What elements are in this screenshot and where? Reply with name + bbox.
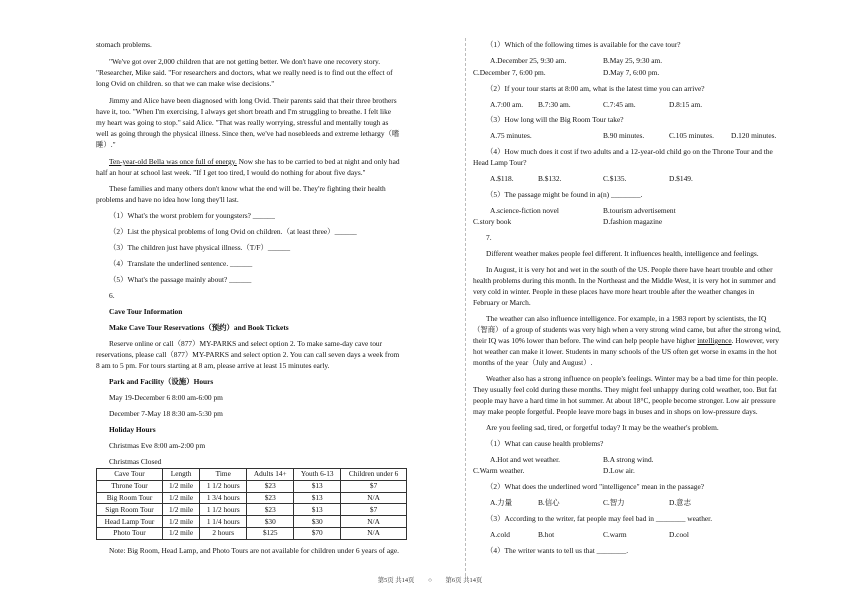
text-line: The weather can also influence intelligence. For example, in a 1983 report by scientists, the IQ — [486, 314, 767, 323]
text-span: their IQ was 10% lower than before. The wind can help people have higher — [473, 336, 698, 345]
option: A.Hot and wet weather. — [490, 455, 560, 464]
text-line: December 7-May 18 8:30 am-5:30 pm — [109, 409, 223, 418]
table-cell: $125 — [247, 527, 294, 539]
question: （2）What does the underlined word "intelligence" mean in the passage? — [486, 482, 705, 491]
table-cell: 1 1/4 hours — [200, 516, 247, 528]
table-cell: 1/2 mile — [162, 480, 199, 492]
table-note: Note: Big Room, Head Lamp, and Photo Tours are not available for children under 6 years of age. — [109, 546, 399, 555]
section-title: Park and Facility（设施）Hours — [109, 377, 214, 386]
text-line: （智商）of a group of students was very high when a very strong wind came, but after the strong wind, — [473, 325, 781, 334]
option: A.75 minutes. — [490, 131, 532, 140]
text-line: health problems during this month. In the Northeast and the Middle West, it is very hot in summer and — [473, 276, 776, 285]
table-row — [97, 480, 407, 492]
table-row — [97, 516, 407, 528]
option: A.$118. — [490, 174, 514, 183]
text-line: stomach problems. — [96, 40, 152, 49]
table-cell: $30 — [294, 516, 341, 528]
option: A.December 25, 9:30 am. — [490, 56, 567, 65]
table-cell: 2 hours — [200, 527, 247, 539]
table-row — [97, 527, 407, 539]
option: B.$132. — [538, 174, 562, 183]
table-cell: 1/2 mile — [162, 527, 199, 539]
option: B.7:30 am. — [538, 100, 571, 109]
text-span: Now she has to be carried to bed at night and only had — [236, 157, 400, 166]
text-line: hot weather can make it lower. Students in many schools of the US often get worse in exams in the hot — [473, 347, 777, 356]
question: （1）What can cause health problems? — [486, 439, 604, 448]
table-cell: Throne Tour — [97, 480, 163, 492]
question-number: 7. — [486, 233, 492, 242]
text-line: Are you feeling sad, tired, or forgetful today? It may be the weather's problem. — [486, 423, 719, 432]
table-header: Children under 6 — [341, 469, 407, 481]
question: Head Lamp Tour? — [473, 158, 527, 167]
underlined-sentence: Ten-year-old Bella was once full of energy. — [109, 157, 237, 166]
text-line: long Ovid on children. so that we can make wise decisions." — [96, 79, 275, 88]
table-cell: $70 — [294, 527, 341, 539]
option: B.May 25, 9:30 am. — [603, 56, 663, 65]
text-line: very cold in winter. People in these places have more heart trouble after the weather changes in — [473, 287, 755, 296]
section-title: Cave Tour Information — [109, 307, 183, 316]
text-line: Jimmy and Alice have been diagnosed with long Ovid. Their parents said that their three brothers — [109, 96, 397, 105]
page-number-left: 第5页 共14页 — [377, 577, 415, 584]
table-header: Youth 6-13 — [294, 469, 341, 481]
table-cell: N/A — [341, 492, 407, 504]
text-line: Different weather makes people feel different. It influences health, intelligence and feelings. — [486, 249, 759, 258]
table-header: Time — [200, 469, 247, 481]
table-cell: 1/2 mile — [162, 516, 199, 528]
option: B.A strong wind. — [603, 455, 654, 464]
option: C.December 7, 6:00 pm. — [473, 68, 546, 77]
option: D.May 7, 6:00 pm. — [603, 68, 660, 77]
page-footer — [0, 575, 860, 584]
question: （4）How much does it cost if two adults and a 12-year-old child go on the Throne Tour and the — [486, 147, 773, 156]
text-line: reservations, please call（877）MY-PARKS and select option 2. You can call seven days a week from — [96, 350, 400, 359]
table-cell: 1 1/2 hours — [200, 504, 247, 516]
table-cell: $7 — [341, 480, 407, 492]
question: （1）What's the worst problem for youngsters? ______ — [109, 211, 275, 220]
question-number: 6. — [109, 291, 115, 300]
text-line: In August, it is very hot and wet in the south of the US. People there have heart trouble and other — [486, 265, 773, 274]
question: （4）Translate the underlined sentence. ______ — [109, 259, 253, 268]
text-line: people may have a hard time in hot summer. At about 18°C, people become stronger. Low air pressure — [473, 396, 776, 405]
option: D.fashion magazine — [603, 217, 663, 226]
question: （5）The passage might be found in a(n) ________. — [486, 190, 643, 199]
question: （3）According to the writer, fat people may feel bad in ________ weather. — [486, 514, 713, 523]
table-cell: $23 — [247, 504, 294, 516]
section-title: Holiday Hours — [109, 425, 156, 434]
table-cell: $7 — [341, 504, 407, 516]
option: D.8:15 am. — [669, 100, 703, 109]
page-number-right: 第6页 共14页 — [445, 577, 483, 584]
text-span: . However, very — [731, 336, 779, 345]
text-line: months of the year（July and August）. — [473, 358, 593, 367]
table-cell: Sign Room Tour — [97, 504, 163, 516]
text-line: "We've got over 2,000 children that are not getting better. We don't have one recovery story. — [109, 57, 381, 66]
section-title: Make Cave Tour Reservations（预约）and Book Tickets — [109, 323, 289, 332]
table-cell: $13 — [294, 480, 341, 492]
underlined-word: intelligence — [697, 336, 732, 345]
option: C.智力 — [603, 498, 625, 507]
text-line — [473, 336, 779, 346]
text-line: my heart was going to stop." said Alice. "That was really worrying, stressful and mentally tough as — [96, 118, 389, 127]
table-cell: 1/2 mile — [162, 504, 199, 516]
text-line: 8 am to 5 pm. For tours starting at 8 am, please arrive at least 15 minutes early. — [96, 361, 330, 370]
table-cell: N/A — [341, 527, 407, 539]
text-line: well as going through the physical illness. Since then, we've had nosebleeds and extreme lethargy（嗜 — [96, 129, 400, 138]
text-line: February or March. — [473, 298, 531, 307]
question: （5）What's the passage mainly about? ______ — [109, 275, 252, 284]
question: （3）The children just have physical illness.（T/F）______ — [109, 243, 291, 252]
option: B.信心 — [538, 498, 560, 507]
text-line: They usually feel cold during these months. They might feel unhappy during cold weather, too. But fat — [473, 385, 777, 394]
option: D.Low air. — [603, 466, 635, 475]
table-cell: Photo Tour — [97, 527, 163, 539]
text-line: Christmas Closed — [109, 457, 162, 466]
option: B.tourism advertisement — [603, 206, 676, 215]
text-line: 睡）." — [96, 140, 116, 149]
option: D.意志 — [669, 498, 691, 507]
option: A.science-fiction novel — [490, 206, 559, 215]
table-row — [97, 504, 407, 516]
table-cell: $13 — [294, 492, 341, 504]
table-cell: $30 — [247, 516, 294, 528]
text-line: half an hour at school last week. "If I get too tired, I would do nothing for about five days." — [96, 168, 366, 177]
table-header: Length — [162, 469, 199, 481]
option: A.7:00 am. — [490, 100, 524, 109]
text-line: may make people forgetful. People leave more bags in buses and in shops on low-pressure days. — [473, 407, 758, 416]
table-cell: $23 — [247, 492, 294, 504]
text-line: problems and have no idea how long they'll last. — [96, 195, 239, 204]
text-line: Christmas Eve 8:00 am-2:00 pm — [109, 441, 206, 450]
table-cell: $13 — [294, 504, 341, 516]
text-line: Reserve online or call（877）MY-PARKS and select option 2. To make same-day cave tour — [109, 339, 383, 348]
option: B.90 minutes. — [603, 131, 645, 140]
question: （4）The writer wants to tell us that ________. — [486, 546, 629, 555]
text-line: May 19-December 6 8:00 am-6:00 pm — [109, 393, 223, 402]
column-divider — [465, 38, 466, 576]
table-cell: 1 1/2 hours — [200, 480, 247, 492]
bella-paragraph — [96, 157, 400, 167]
text-line: have it, too. "When I'm exercising, I always get short breath and I'm struggling to breathe. I felt like — [96, 107, 392, 116]
table-cell: Head Lamp Tour — [97, 516, 163, 528]
question: （2）If your tour starts at 8:00 am, what is the latest time you can arrive? — [486, 84, 705, 93]
option: D.cool — [669, 530, 689, 539]
text-line: These families and many others don't know what the end will be. They're fighting their health — [109, 184, 386, 193]
option: D.$149. — [669, 174, 693, 183]
option: C.Warm weather. — [473, 466, 525, 475]
option: C.$135. — [603, 174, 627, 183]
table-cell: 1 3/4 hours — [200, 492, 247, 504]
table-cell: Big Room Tour — [97, 492, 163, 504]
option: A.力量 — [490, 498, 512, 507]
question: （1）Which of the following times is available for the cave tour? — [486, 40, 681, 49]
table-cell: N/A — [341, 516, 407, 528]
table-header: Cave Tour — [97, 469, 163, 481]
table-row — [97, 492, 407, 504]
text-line: "Researcher, Mike said. "For researchers and doctors, what we really need is to find out the effect of — [96, 68, 393, 77]
question: （2）List the physical problems of long Ovid on children.（at least three）______ — [109, 227, 357, 236]
table-header-row — [97, 469, 407, 481]
option: C.7:45 am. — [603, 100, 636, 109]
option: A.cold — [490, 530, 510, 539]
option: C.story book — [473, 217, 512, 226]
page-divider-circle: ○ — [428, 577, 432, 584]
option: C.warm — [603, 530, 627, 539]
table-cell: 1/2 mile — [162, 492, 199, 504]
table-header: Adults 14+ — [247, 469, 294, 481]
text-line: Weather also has a strong influence on people's feelings. Winter may be a bad time for thin people. — [486, 374, 778, 383]
question: （3）How long will the Big Room Tour take? — [486, 115, 624, 124]
option: C.105 minutes. — [669, 131, 714, 140]
cave-tour-table — [96, 468, 407, 540]
option: B.hot — [538, 530, 555, 539]
table-cell: $23 — [247, 480, 294, 492]
option: D.120 minutes. — [731, 131, 777, 140]
